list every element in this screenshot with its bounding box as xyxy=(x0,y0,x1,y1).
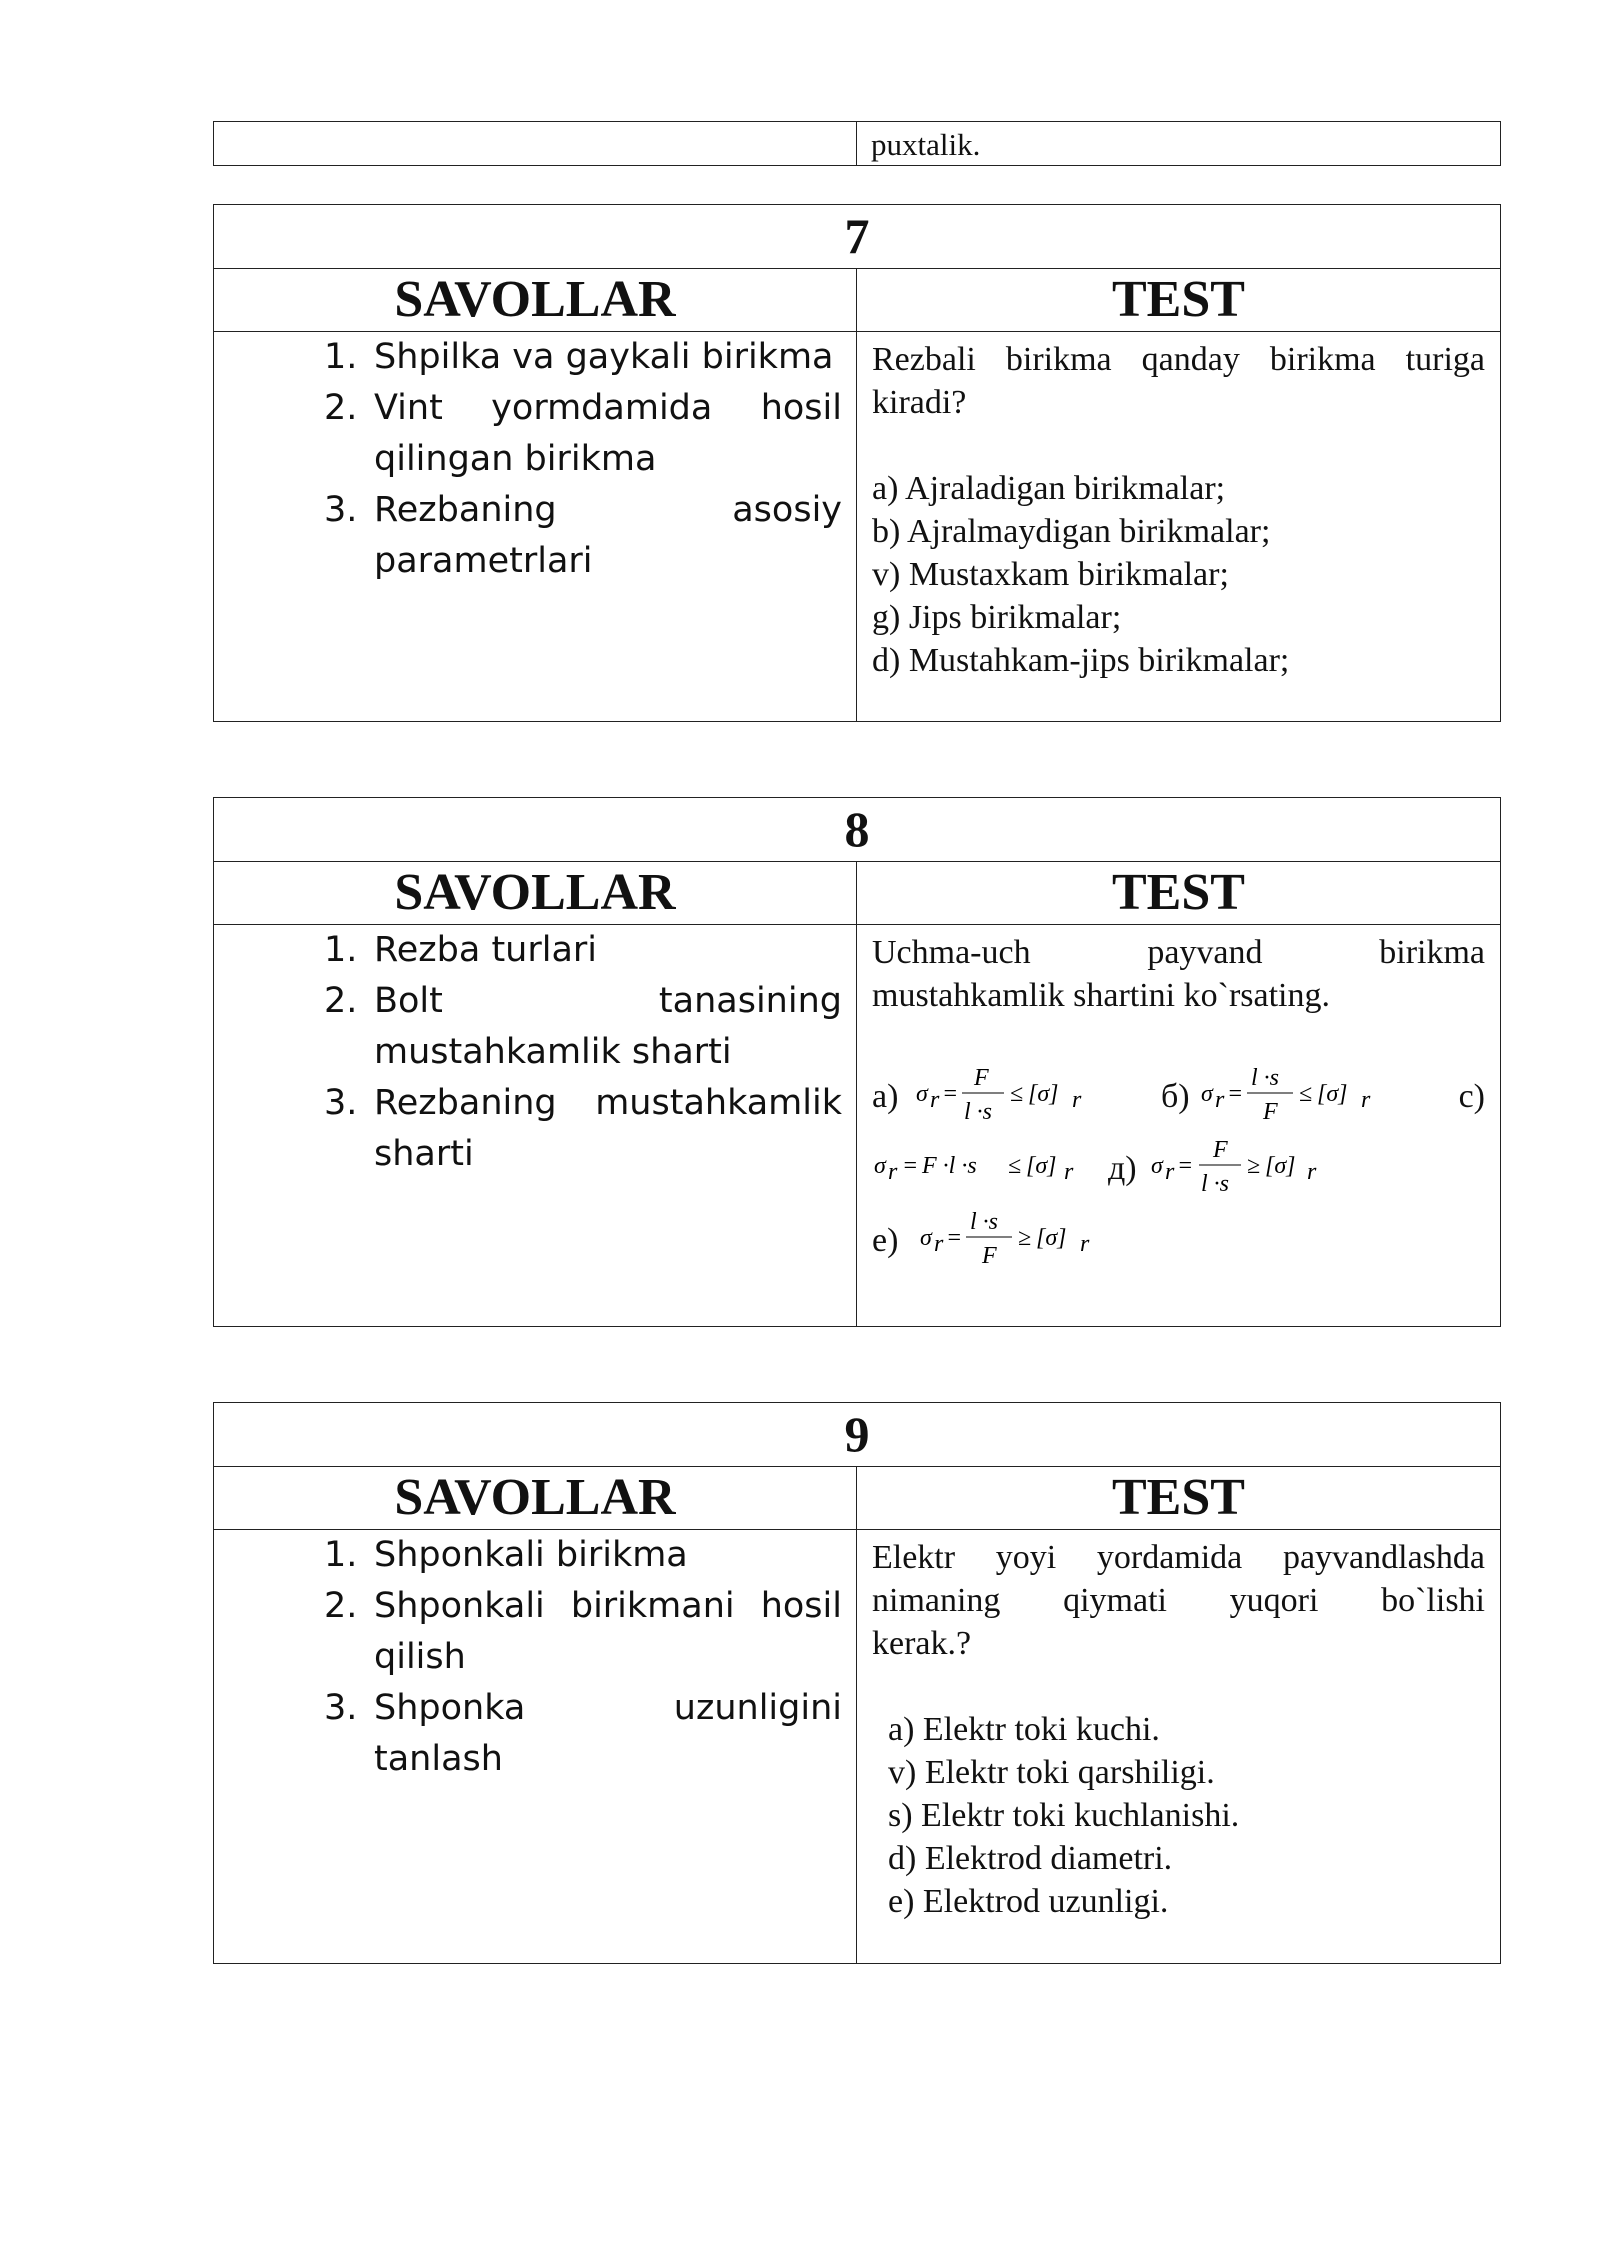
sub-r: r xyxy=(930,1087,940,1113)
sub-r: r xyxy=(1215,1087,1225,1113)
question-number: 3. xyxy=(324,1688,358,1728)
formula-a xyxy=(912,1057,1092,1133)
questions-cell xyxy=(214,1530,857,1964)
sub-r: r xyxy=(1307,1159,1317,1185)
le-sign: ≤ xyxy=(1008,1153,1022,1179)
options-list xyxy=(872,1708,1485,1923)
question-text-cont: tanlash xyxy=(374,1739,503,1779)
question-item xyxy=(214,485,842,587)
formula-b xyxy=(1197,1057,1377,1133)
test-question xyxy=(872,338,1485,424)
question-text: Rezbaning mustahkamlik xyxy=(374,1083,842,1123)
test-header: TEST xyxy=(857,862,1501,925)
question-item xyxy=(214,925,842,976)
ge-sign: ≥ xyxy=(1247,1153,1261,1179)
questions-cell xyxy=(214,332,857,722)
formula-label-d: д) xyxy=(1108,1150,1137,1187)
question-number: 1. xyxy=(324,337,358,377)
formula-row-3 xyxy=(872,1205,1485,1281)
question-text: Shponka uzunligini xyxy=(374,1688,842,1728)
question-text-cont: qilingan birikma xyxy=(374,439,657,479)
formula-label-b: б) xyxy=(1161,1078,1190,1115)
option-a: a) Ajraladigan birikmalar; xyxy=(872,470,1226,507)
question-number: 2. xyxy=(324,981,358,1021)
denominator: l ·s xyxy=(964,1099,993,1125)
allowable-stress: [σ] xyxy=(1026,1153,1057,1179)
numerator: l ·s xyxy=(1251,1065,1280,1091)
allowable-stress: [σ] xyxy=(1265,1153,1296,1179)
option-e: e) Elektrod uzunligi. xyxy=(888,1883,1169,1920)
formula-row-2 xyxy=(872,1133,1485,1205)
test-header: TEST xyxy=(857,1467,1501,1530)
denominator: l ·s xyxy=(1201,1171,1230,1197)
question-number: 1. xyxy=(324,930,358,970)
question-text: Shpilka va gaykali birikma xyxy=(374,337,834,377)
sub-r: r xyxy=(1165,1159,1175,1185)
sigma-symbol: σ xyxy=(920,1225,932,1251)
question-text: Vint yormdamida hosil xyxy=(374,388,842,428)
question-number: 3. xyxy=(324,490,358,530)
eq-sign: = xyxy=(1177,1153,1194,1179)
test-question xyxy=(872,1536,1485,1665)
test-question-line: Uchma-uch payvand birikma xyxy=(872,934,1485,971)
option-v: v) Mustaxkam birikmalar; xyxy=(872,556,1229,593)
test-question-line: kerak.? xyxy=(872,1625,972,1662)
card-number: 8 xyxy=(214,798,1501,862)
test-cell xyxy=(857,1530,1501,1964)
sub-r: r xyxy=(1361,1087,1371,1113)
question-text-cont: parametrlari xyxy=(374,541,593,581)
question-item xyxy=(214,1530,842,1581)
question-number: 3. xyxy=(324,1083,358,1123)
test-question xyxy=(872,931,1485,1017)
le-sign: ≤ xyxy=(1010,1081,1024,1107)
questions-list xyxy=(214,1530,842,1785)
card-8 xyxy=(213,797,1500,1327)
test-cell xyxy=(857,925,1501,1327)
card-9 xyxy=(213,1402,1500,1964)
options-list xyxy=(872,467,1485,682)
eq-sign: = xyxy=(1227,1081,1244,1107)
denominator: F xyxy=(1263,1099,1278,1125)
formula-row-1 xyxy=(872,1057,1485,1133)
sigma-symbol: σ xyxy=(1201,1081,1213,1107)
option-d: d) Mustahkam-jips birikmalar; xyxy=(872,642,1290,679)
le-sign: ≤ xyxy=(1299,1081,1313,1107)
sub-r: r xyxy=(1064,1159,1074,1185)
product-term: F ·l ·s xyxy=(922,1153,977,1179)
sigma-symbol: σ xyxy=(1151,1153,1163,1179)
formula-e xyxy=(916,1205,1096,1281)
question-item xyxy=(214,383,842,485)
question-number: 2. xyxy=(324,1586,358,1626)
option-a: a) Elektr toki kuchi. xyxy=(888,1711,1160,1748)
sigma-symbol: σ xyxy=(874,1153,886,1179)
question-text-cont: sharti xyxy=(374,1134,474,1174)
numerator: F xyxy=(1213,1137,1228,1163)
question-item xyxy=(214,1581,842,1683)
test-question-line: mustahkamlik shartini ko`rsating. xyxy=(872,977,1330,1014)
question-item xyxy=(214,1683,842,1785)
option-v: v) Elektr toki qarshiligi. xyxy=(888,1754,1215,1791)
formula-label-a: a) xyxy=(872,1078,899,1115)
card-number: 9 xyxy=(214,1403,1501,1467)
question-text: Rezba turlari xyxy=(374,930,598,970)
option-d: d) Elektrod diametri. xyxy=(888,1840,1173,1877)
question-item xyxy=(214,332,842,383)
numerator: F xyxy=(974,1065,989,1091)
savollar-header: SAVOLLAR xyxy=(214,862,857,925)
formula-c xyxy=(872,1133,1072,1205)
numerator: l ·s xyxy=(970,1209,999,1235)
allowable-stress: [σ] xyxy=(1317,1081,1348,1107)
eq-sign: = xyxy=(946,1225,963,1251)
question-number: 1. xyxy=(324,1535,358,1575)
option-s: s) Elektr toki kuchlanishi. xyxy=(888,1797,1240,1834)
questions-cell xyxy=(214,925,857,1327)
question-text-cont: qilish xyxy=(374,1637,466,1677)
question-number: 2. xyxy=(324,388,358,428)
card-number: 7 xyxy=(214,205,1501,269)
top-right-cell: puxtalik. xyxy=(857,122,1501,166)
questions-list xyxy=(214,332,842,587)
allowable-stress: [σ] xyxy=(1036,1225,1067,1251)
question-text: Bolt tanasining xyxy=(374,981,842,1021)
test-question-line: Elektr yoyi yordamida payvandlashda xyxy=(872,1539,1485,1576)
eq-sign: = xyxy=(942,1081,959,1107)
top-table xyxy=(213,121,1500,166)
sub-r: r xyxy=(1072,1087,1082,1113)
test-question-line: nimaning qiymati yuqori bo`lishi xyxy=(872,1582,1485,1619)
test-question-line: kiradi? xyxy=(872,384,967,421)
question-item xyxy=(214,976,842,1078)
question-text: Shponkali birikmani hosil xyxy=(374,1586,842,1626)
test-question-line: Rezbali birikma qanday birikma turiga xyxy=(872,341,1485,378)
option-g: g) Jips birikmalar; xyxy=(872,599,1122,636)
formula-d xyxy=(1147,1133,1327,1205)
top-left-cell xyxy=(214,122,857,166)
questions-list xyxy=(214,925,842,1180)
sub-r: r xyxy=(888,1159,898,1185)
option-b: b) Ajralmaydigan birikmalar; xyxy=(872,513,1271,550)
sub-r: r xyxy=(934,1231,944,1257)
formula-label-c: c) xyxy=(1458,1078,1485,1115)
denominator: F xyxy=(982,1243,997,1269)
savollar-header: SAVOLLAR xyxy=(214,269,857,332)
test-cell xyxy=(857,332,1501,722)
question-text: Shponkali birikma xyxy=(374,1535,688,1575)
card-7 xyxy=(213,204,1500,722)
ge-sign: ≥ xyxy=(1018,1225,1032,1251)
question-text: Rezbaning asosiy xyxy=(374,490,842,530)
question-text-cont: mustahkamlik sharti xyxy=(374,1032,732,1072)
sigma-symbol: σ xyxy=(916,1081,928,1107)
test-header: TEST xyxy=(857,269,1501,332)
savollar-header: SAVOLLAR xyxy=(214,1467,857,1530)
allowable-stress: [σ] xyxy=(1028,1081,1059,1107)
formula-label-e: e) xyxy=(872,1222,899,1259)
sub-r: r xyxy=(1080,1231,1090,1257)
question-item xyxy=(214,1078,842,1180)
eq-sign: = xyxy=(902,1153,919,1179)
